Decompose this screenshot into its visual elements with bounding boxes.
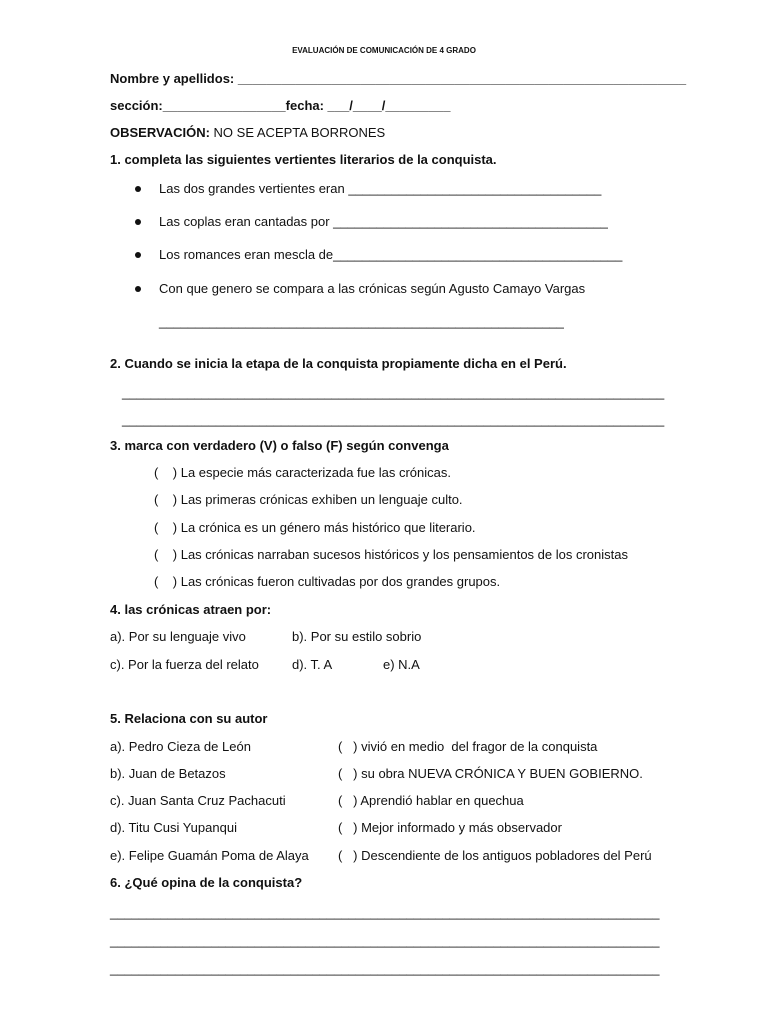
true-false-item: ( ) Las crónicas narraban sucesos históricos y los pensamientos de los cronistas	[154, 547, 628, 562]
option-b: b). Por su estilo sobrio	[292, 629, 422, 644]
question-2-heading: 2. Cuando se inicia la etapa de la conquista propiamente dicha en el Perú.	[110, 356, 567, 371]
true-false-item: ( ) La crónica es un género más histórico que literario.	[154, 520, 476, 535]
true-false-item: ( ) Las crónicas fueron cultivadas por dos grandes grupos.	[154, 574, 501, 589]
author-item: c). Juan Santa Cruz Pachacuti	[110, 793, 286, 808]
match-item: ( ) Mejor informado y más observador	[338, 820, 562, 835]
observation-line	[110, 125, 385, 141]
bullet-icon	[135, 252, 141, 258]
observation-text: NO SE ACEPTA BORRONES	[209, 125, 386, 140]
option-a: a). Por su lenguaje vivo	[110, 629, 246, 644]
question-5-heading: 5. Relaciona con su autor	[110, 711, 268, 726]
option-c: c). Por la fuerza del relato	[110, 657, 259, 672]
answer-line: ___________________________________________________________________________	[122, 412, 665, 427]
question-1-item: Con que genero se compara a las crónicas según Agusto Camayo Vargas	[159, 281, 586, 296]
question-3-heading: 3. marca con verdadero (V) o falso (F) según convenga	[110, 438, 449, 453]
name-field-line: Nombre y apellidos: ______________________________________________________________	[110, 71, 687, 86]
true-false-item: ( ) La especie más caracterizada fue las crónicas.	[154, 465, 451, 480]
answer-line: ____________________________________________________________________________	[110, 933, 660, 948]
question-4-heading: 4. las crónicas atraen por:	[110, 602, 272, 617]
match-item: ( ) su obra NUEVA CRÓNICA Y BUEN GOBIERNO.	[338, 766, 643, 781]
answer-line: ________________________________________________________	[159, 314, 564, 329]
author-item: b). Juan de Betazos	[110, 766, 226, 781]
question-1-heading: 1. completa las siguientes vertientes literarios de la conquista.	[110, 152, 497, 167]
answer-line: ____________________________________________________________________________	[110, 961, 660, 976]
match-item: ( ) Descendiente de los antiguos pobladores del Perú	[338, 848, 652, 863]
question-1-item: Las coplas eran cantadas por ______________________________________	[159, 214, 608, 229]
question-1-item: Las dos grandes vertientes eran ___________________________________	[159, 181, 602, 196]
question-1-item: Los romances eran mescla de________________________________________	[159, 247, 623, 262]
bullet-icon	[135, 186, 141, 192]
bullet-icon	[135, 219, 141, 225]
author-item: d). Titu Cusi Yupanqui	[110, 820, 237, 835]
bullet-icon	[135, 286, 141, 292]
answer-line: ___________________________________________________________________________	[122, 385, 665, 400]
match-item: ( ) vivió en medio del fragor de la conquista	[338, 739, 598, 754]
author-item: e). Felipe Guamán Poma de Alaya	[110, 848, 309, 863]
question-6-heading: 6. ¿Qué opina de la conquista?	[110, 875, 303, 890]
author-item: a). Pedro Cieza de León	[110, 739, 251, 754]
match-item: ( ) Aprendió hablar en quechua	[338, 793, 524, 808]
page-title: EVALUACIÓN DE COMUNICACIÓN DE 4 GRADO	[292, 46, 476, 55]
true-false-item: ( ) Las primeras crónicas exhiben un lenguaje culto.	[154, 492, 463, 507]
answer-line: ____________________________________________________________________________	[110, 905, 660, 920]
option-e: e) N.A	[383, 657, 420, 672]
observation-label: OBSERVACIÓN:	[110, 125, 210, 140]
option-d: d). T. A	[292, 657, 333, 672]
section-date-line: sección:_________________fecha: ___/____/_________	[110, 98, 451, 113]
